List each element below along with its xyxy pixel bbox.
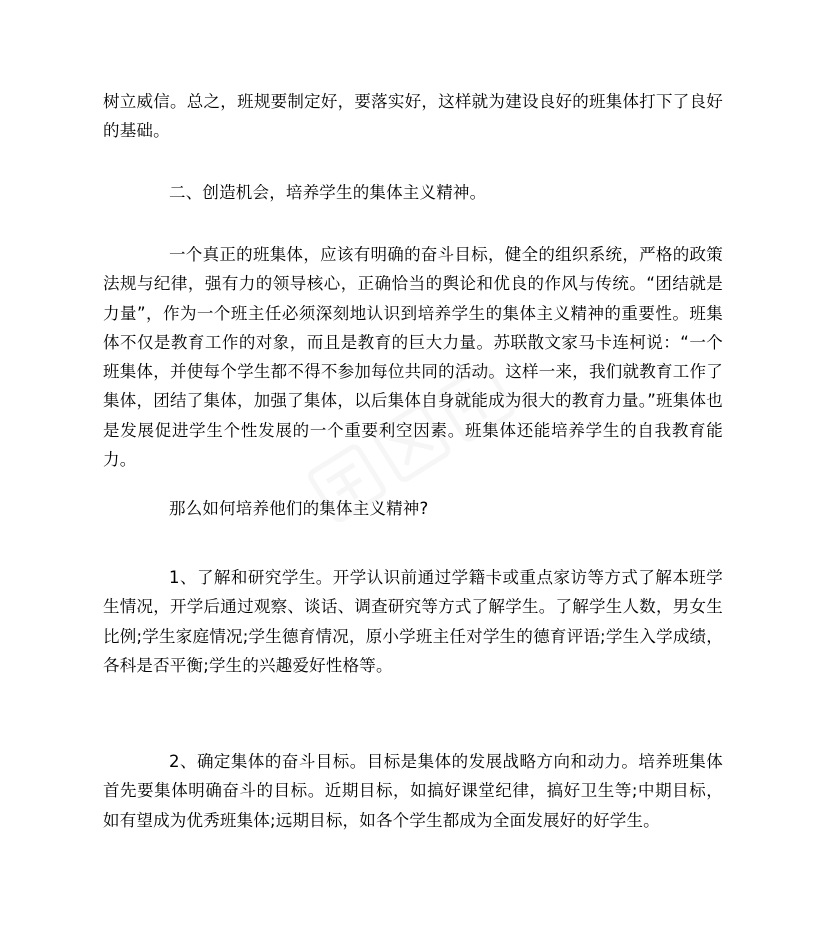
paragraph-collective-spirit: 一个真正的班集体，应该有明确的奋斗目标，健全的组织系统，严格的政策法规与纪律，强有力的领导核心，正确恰当的舆论和优良的作风与传统。“团结就是力量”，作为一个班主任必须深刻地认识到培养学生的集体主义精神的重要性。班集体不仅是教育工作的对象，而且是教育的巨大力量。苏联散文家马卡连柯说：“一个班集体，并使每个学生都不得不参加每位共同的活动。这样一来，我们就教育工作了集体，团结了集体，加强了集体，以后集体自身就能成为很大的教育力量。”班集体也是发展促进学生个性发展的一个重要利空因素。班集体还能培养学生的自我教育能力。 xyxy=(103,245,723,470)
paragraph-item-2: 2、确定集体的奋斗目标。目标是集体的发展战略方向和动力。培养班集体首先要集体明确奋斗的目标。近期目标，如搞好课堂纪律，搞好卫生等;中期目标，如有望成为优秀班集体;远期目标，如各个学生都成为全面发展好的好学生。 xyxy=(103,752,723,830)
section-heading: 二、创造机会，培养学生的集体主义精神。 xyxy=(169,183,487,202)
paragraph-conclusion: 树立威信。总之，班规要制定好，要落实好，这样就为建设良好的班集体打下了良好的基础。 xyxy=(103,92,723,141)
paragraph-item-1: 1、了解和研究学生。开学认识前通过学籍卡或重点家访等方式了解本班学生情况，开学后通过观察、谈话、调查研究等方式了解学生。了解学生人数，男女生比例;学生家庭情况;学生德育情况，原小学班主任对学生的德育评语;学生入学成绩，各科是否平衡;学生的兴趣爱好性格等。 xyxy=(103,568,723,675)
paragraph-question: 那么如何培养他们的集体主义精神? xyxy=(169,499,429,518)
